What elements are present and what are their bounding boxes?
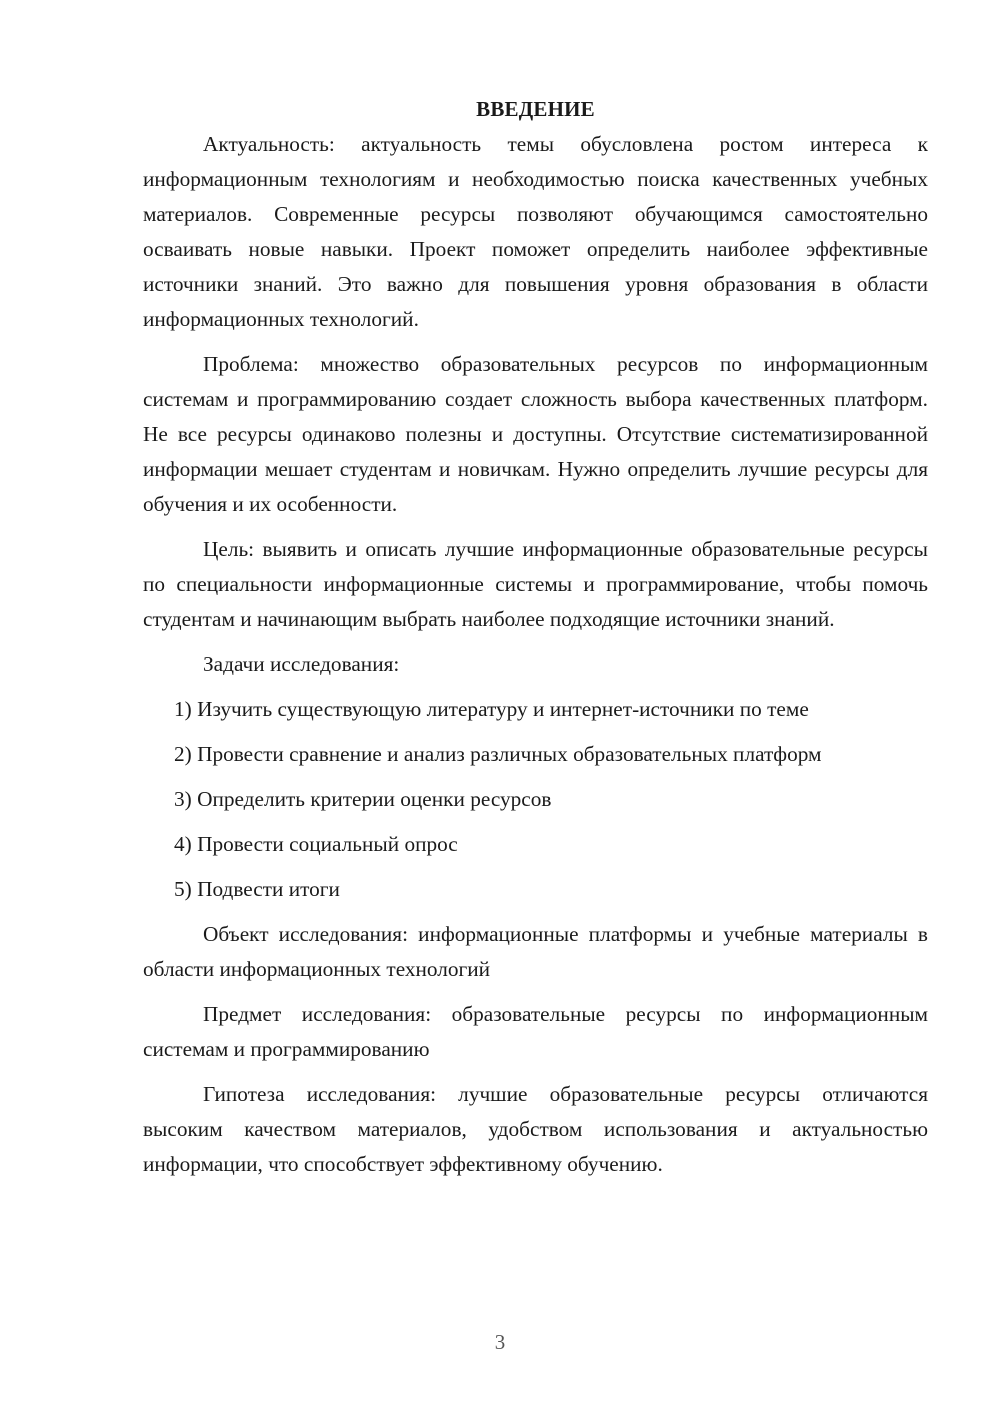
task-item: 1) Изучить существующую литературу и интернет-источники по теме bbox=[174, 697, 809, 721]
paragraph-tasks-heading: Задачи исследования: bbox=[203, 652, 400, 676]
paragraph-problem: Проблема: множество образовательных ресурсов по информационным системам и программированию создает сложность выбора качественных платформ. Не все ресурсы одинаково полезны и доступны. Отсутствие систематизированной информации мешает студентам и новичкам. Нужно определить лучшие ресурсы для обучения и их особенности. bbox=[143, 352, 928, 516]
paragraph-goal: Цель: выявить и описать лучшие информационные образовательные ресурсы по специальности информационные системы и программирование, чтобы помочь студентам и начинающим выбрать наиболее подходящие источники знаний. bbox=[143, 537, 928, 631]
page-number: 3 bbox=[494, 1330, 506, 1354]
task-item: 5) Подвести итоги bbox=[174, 877, 340, 901]
task-item: 2) Провести сравнение и анализ различных образовательных платформ bbox=[174, 742, 822, 766]
paragraph-relevance: Актуальность: актуальность темы обусловлена ростом интереса к информационным технологиям и необходимостью поиска качественных учебных материалов. Современные ресурсы позволяют обучающимся самостоятельно осваивать новые навыки. Проект поможет определить наиболее эффективные источники знаний. Это важно для повышения уровня образования в области информационных технологий. bbox=[143, 132, 928, 331]
paragraph-object: Объект исследования: информационные платформы и учебные материалы в области информационных технологий bbox=[143, 922, 928, 981]
task-item: 4) Провести социальный опрос bbox=[174, 832, 458, 856]
paragraph-hypothesis: Гипотеза исследования: лучшие образовательные ресурсы отличаются высоким качеством материалов, удобством использования и актуальностью информации, что способствует эффективному обучению. bbox=[143, 1082, 928, 1176]
document-page bbox=[143, 92, 928, 1192]
paragraph-subject: Предмет исследования: образовательные ресурсы по информационным системам и программированию bbox=[143, 1002, 928, 1061]
task-item: 3) Определить критерии оценки ресурсов bbox=[174, 787, 552, 811]
section-title: ВВЕДЕНИЕ bbox=[476, 97, 595, 121]
